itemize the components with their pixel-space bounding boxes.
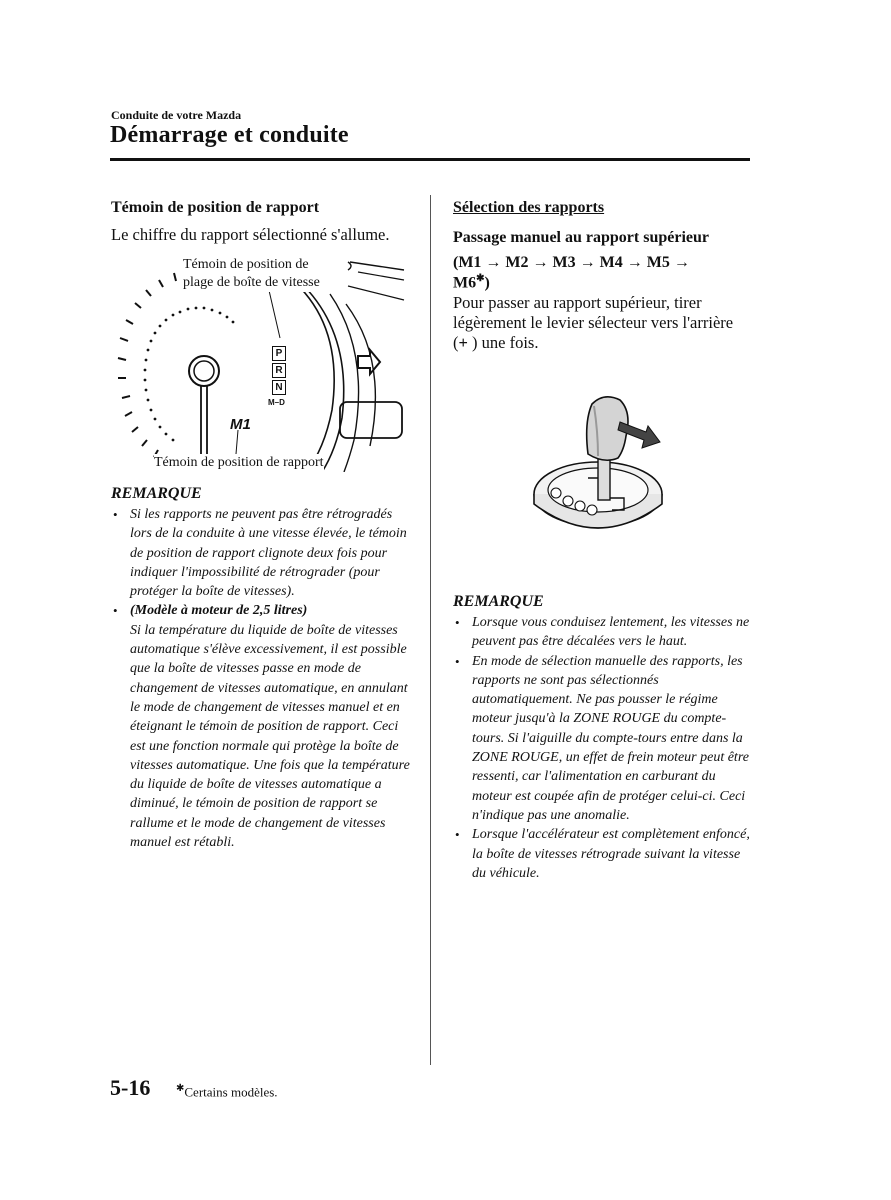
- left-intro: Le chiffre du rapport sélectionné s'allume.: [111, 225, 390, 244]
- list-item: • Lorsque vous conduisez lentement, les vitesses ne peuvent pas être décalées vers le haut.: [453, 613, 753, 652]
- instrument-cluster-figure: [108, 250, 408, 472]
- plus-symbol: +: [458, 333, 468, 352]
- gear-position-display: M1: [230, 416, 251, 433]
- list-item: • Si les rapports ne peuvent pas être rétrogradés lors de la conduite à une vitesse élevée, le témoin de position de rapport clignote deux fois pour indiquer l'impossibilité de rétrograder (pour protéger la boîte de vitesses).: [111, 505, 411, 601]
- indicator-reverse: R: [272, 363, 286, 378]
- list-item: • (Modèle à moteur de 2,5 litres) Si la température du liquide de boîte de vitesses automatique s'élève excessivement, il est possible que la boîte de vitesses passe en mode de changement de vitesses automatique, en annulant le mode de changement de vitesses manuel et en éteignant le témoin de position de rapport. Ceci est une fonction normale qui protège la boîte de vitesses automatique. Une fois que la température du liquide de boîte de vitesses automatique a diminué, le témoin de position de rapport se rallume et le mode de changement de vitesses manuel est rétabli.: [111, 601, 411, 852]
- gear-sequence-line1: (M1 → M2 → M3 → M4 → M5 →: [453, 254, 690, 271]
- right-notes: [453, 613, 753, 883]
- list-item: • En mode de sélection manuelle des rapports, les rapports ne sont pas sélectionnés automatiquement. Ne pas pousser le régime moteur jusqu'à la ZONE ROUGE du compte-tours. Si l'aiguille du compte-tours entre dans la ZONE ROUGE, un effet de frein moteur peut être ressenti, car l'alimentation en carburant du moteur est coupée afin de protéger celui-ci. Ceci n'indique pas une anomalie.: [453, 652, 753, 826]
- indicator-neutral: N: [272, 380, 286, 395]
- left-remarque-title: REMARQUE: [111, 485, 202, 502]
- footnote: ✱Certains modèles.: [176, 1083, 278, 1100]
- shift-lever-figure: [528, 392, 668, 540]
- indicator-manual-drive: M–D: [268, 398, 285, 407]
- gear-sequence-line2: M6✱): [453, 273, 490, 292]
- callout-gear-indicator: Témoin de position de rapport: [154, 455, 324, 470]
- page-title: Démarrage et conduite: [110, 122, 349, 148]
- indicator-park: P: [272, 346, 286, 361]
- column-divider: [430, 195, 431, 1065]
- right-heading: Sélection des rapports: [453, 199, 605, 216]
- left-heading: Témoin de position de rapport: [111, 199, 320, 216]
- shift-lever-illustration: [528, 392, 668, 540]
- page-number: 5-16: [110, 1075, 151, 1100]
- list-item: • Lorsque l'accélérateur est complètement enfoncé, la boîte de vitesses rétrograde suivant la vitesse du véhicule.: [453, 825, 753, 883]
- right-instruction: Pour passer au rapport supérieur, tirer légèrement le levier sélecteur vers l'arrière (+ ) une fois.: [453, 293, 734, 352]
- callout-range-indicator: Témoin de position de plage de boîte de vitesse: [183, 257, 320, 290]
- left-notes: [111, 505, 411, 852]
- right-remarque-title: REMARQUE: [453, 593, 544, 610]
- header-rule: [110, 158, 750, 161]
- section-label: Conduite de votre Mazda: [111, 108, 242, 122]
- right-subheading: Passage manuel au rapport supérieur: [453, 229, 709, 246]
